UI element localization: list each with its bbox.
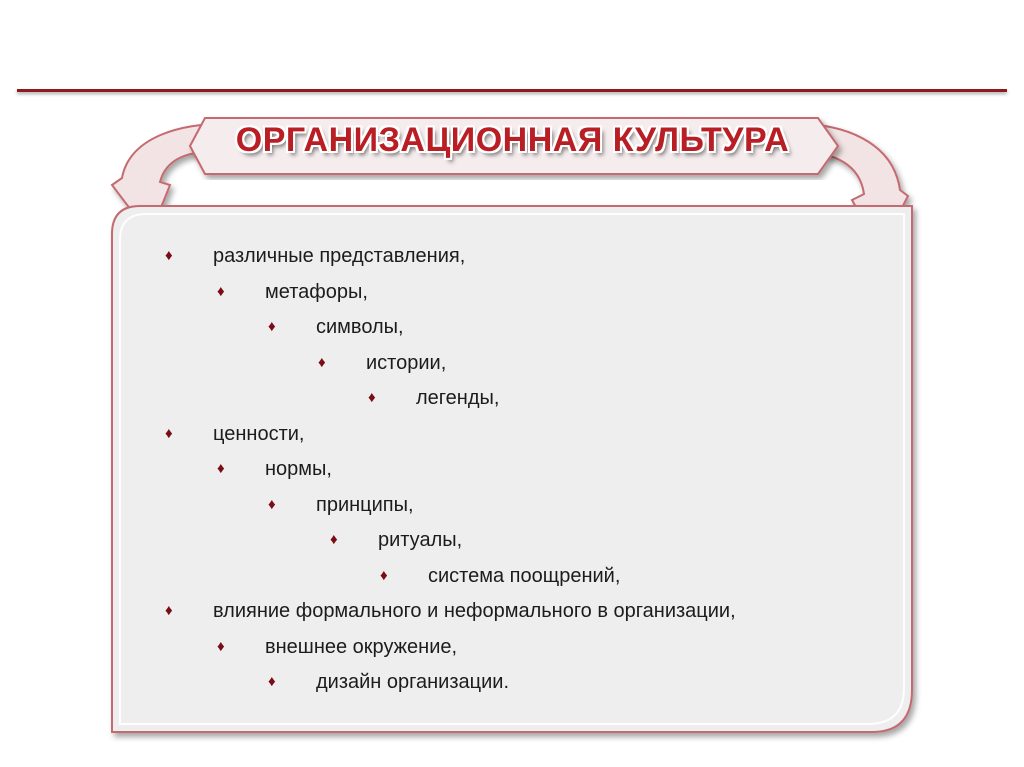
diamond-bullet-icon: ♦ — [217, 460, 225, 477]
list-item-text: нормы, — [265, 458, 332, 480]
list-item — [165, 244, 465, 268]
list-item-text: метафоры, — [265, 281, 368, 303]
diamond-bullet-icon: ♦ — [217, 283, 225, 300]
diamond-bullet-icon: ♦ — [165, 425, 173, 442]
list-item — [217, 457, 332, 481]
list-item — [318, 351, 446, 375]
list-item — [268, 315, 404, 339]
diamond-bullet-icon: ♦ — [217, 638, 225, 655]
diamond-bullet-icon: ♦ — [318, 354, 326, 371]
list-item-text: легенды, — [416, 387, 500, 409]
list-item-text: влияние формального и неформального в организации, — [213, 600, 736, 622]
diamond-bullet-icon: ♦ — [330, 531, 338, 548]
list-item — [380, 564, 620, 588]
diamond-bullet-icon: ♦ — [268, 496, 276, 513]
list-item — [165, 599, 736, 623]
diamond-bullet-icon: ♦ — [268, 673, 276, 690]
list-item-text: внешнее окружение, — [265, 636, 458, 658]
list-item-text: ценности, — [213, 423, 305, 445]
list-item-text: дизайн организации. — [316, 671, 509, 693]
list-item — [330, 528, 462, 552]
diamond-bullet-icon: ♦ — [368, 389, 376, 406]
list-item-text: символы, — [316, 316, 404, 338]
list-item-text: различные представления, — [213, 245, 466, 267]
slide-title: ОРГАНИЗАЦИОННАЯ КУЛЬТУРА — [235, 121, 790, 159]
diamond-bullet-icon: ♦ — [165, 247, 173, 264]
list-item-text: принципы, — [316, 494, 414, 516]
diamond-bullet-icon: ♦ — [380, 567, 388, 584]
diamond-bullet-icon: ♦ — [268, 318, 276, 335]
list-item — [217, 635, 457, 659]
list-item — [165, 422, 304, 446]
list-item — [268, 493, 414, 517]
list-item-text: истории, — [366, 352, 447, 374]
list-item — [217, 280, 368, 304]
diamond-bullet-icon: ♦ — [165, 602, 173, 619]
list-item — [268, 670, 509, 694]
list-item-text: ритуалы, — [378, 529, 463, 551]
list-item — [368, 386, 499, 410]
list-item-text: система поощрений, — [428, 565, 621, 587]
